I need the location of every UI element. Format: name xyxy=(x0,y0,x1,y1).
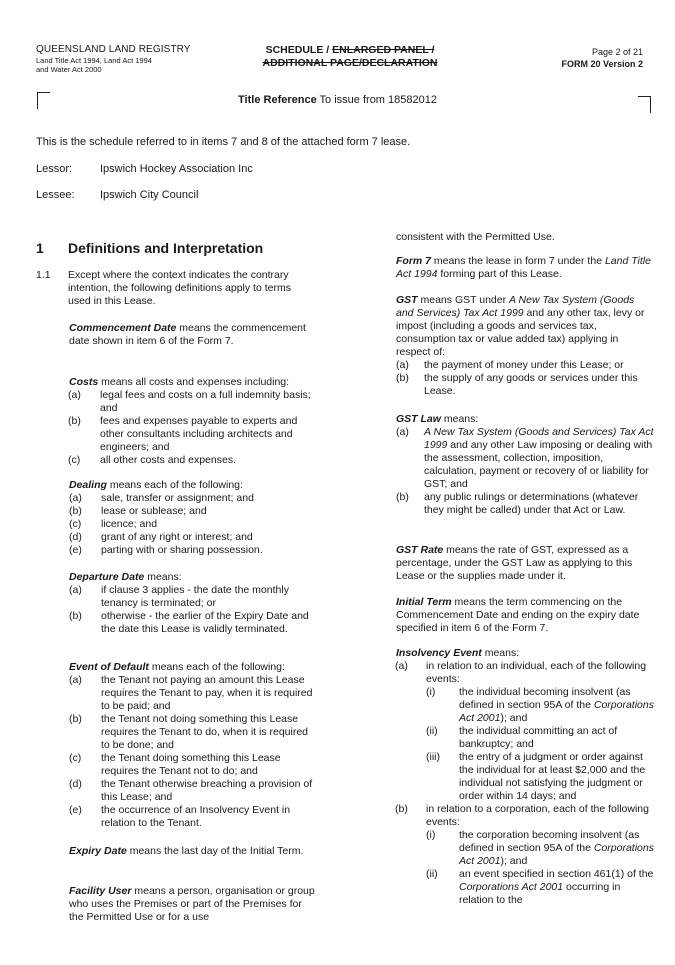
list-label: (c) xyxy=(68,454,81,466)
list-text: sale, transfer or assignment; and xyxy=(101,492,254,504)
def-term: Expiry Date xyxy=(69,845,127,857)
def-gst-rate xyxy=(396,544,654,583)
def-text: means all costs and expenses including: xyxy=(98,376,290,388)
def-term: Initial Term xyxy=(396,596,452,608)
def-term: GST xyxy=(396,294,418,306)
def-departure xyxy=(69,571,317,636)
list-text: lease or sublease; and xyxy=(101,505,207,517)
enlarged-panel-struck: ENLARGED PANEL / xyxy=(332,44,435,56)
lessee-label: Lessee: xyxy=(36,189,75,201)
def-text: means a person, organisation or group who uses the Premises or part of the Premises for the Permitted Use or for a use xyxy=(69,885,315,923)
list-label: (b) xyxy=(396,491,409,503)
list-label: (d) xyxy=(69,778,82,790)
def-term: Insolvency Event xyxy=(396,647,482,659)
def-text: means: xyxy=(144,571,182,583)
list-text: the occurrence of an Insolvency Event in relation to the Tenant. xyxy=(101,804,291,829)
act-name: Corporations Act 2001 xyxy=(459,699,654,724)
title-reference xyxy=(0,94,675,106)
def-term: Costs xyxy=(69,376,99,388)
list-text: the individual committing an act of bankruptcy; and xyxy=(459,725,618,750)
def-initial-term xyxy=(396,596,654,635)
def-text: means each of the following: xyxy=(148,661,285,673)
list-label: (a) xyxy=(69,584,82,596)
lessor-label: Lessor: xyxy=(36,163,73,175)
def-facility-user xyxy=(69,885,317,924)
act-name: A New Tax System (Goods and Services) Tax Act 1999 xyxy=(424,426,654,451)
list-text: fees and expenses payable to experts and other consultants including architects and engineers; and xyxy=(100,415,298,453)
list-text: if clause 3 applies - the date the monthly tenancy is terminated; or xyxy=(101,584,289,609)
list-label: (c) xyxy=(69,518,82,530)
def-text: means GST under xyxy=(417,294,510,306)
def-text: means each of the following: xyxy=(106,479,243,491)
def-term: Form 7 xyxy=(396,255,432,267)
list-label: (a) xyxy=(69,674,82,686)
list-text: in relation to an individual, each of the following events: xyxy=(426,660,647,685)
list-text: the individual becoming insolvent (as defined in section 95A of the xyxy=(459,686,631,711)
def-dealing xyxy=(69,479,317,557)
form-version: FORM 20 Version 2 xyxy=(561,59,643,69)
acts-line-2: and Water Act 2000 xyxy=(36,65,102,74)
list-text: the entry of a judgment or order against the individual for at least $2,000 and the individual not satisfying the judgment or order within 14 days; and xyxy=(459,751,646,802)
list-text: and any other Law imposing or dealing with the assessment, collection, imposition, calculation, payment or recovery of or liability for GST; and xyxy=(424,439,653,490)
list-text: grant of any right or interest; and xyxy=(101,531,253,543)
list-text: any public rulings or determinations (whatever they might be called) under that Act or Law. xyxy=(424,491,639,516)
title-reference-label: Title Reference xyxy=(238,94,317,106)
def-text: forming part of this Lease. xyxy=(437,268,562,280)
additional-page-struck: ADDITIONAL PAGE/DECLARATION xyxy=(262,57,438,69)
list-text: the Tenant doing something this Lease requires the Tenant not to do; and xyxy=(101,752,281,777)
list-label: (iii) xyxy=(426,751,440,763)
def-term: Departure Date xyxy=(69,571,145,583)
list-text: in relation to a corporation, each of the following events: xyxy=(426,803,649,828)
def-event-of-default xyxy=(69,661,317,830)
list-label: (ii) xyxy=(426,725,438,737)
list-text: an event specified in section 461(1) of the xyxy=(459,868,654,880)
def-text: means the last day of the Initial Term. xyxy=(126,845,304,857)
list-text: otherwise - the earlier of the Expiry Date and the date this Lease is validly terminated. xyxy=(101,610,309,635)
acts-line-1: Land Title Act 1994, Land Act 1994 xyxy=(36,56,152,65)
list-label: (i) xyxy=(426,829,436,841)
list-label: (c) xyxy=(69,752,82,764)
list-label: (d) xyxy=(69,531,82,543)
def-term: Event of Default xyxy=(69,661,149,673)
list-text: licence; and xyxy=(101,518,158,530)
list-text: the Tenant not paying an amount this Lease requires the Tenant to pay, when it is required to be paid; and xyxy=(101,674,313,712)
def-form-7 xyxy=(396,255,654,281)
list-text: the Tenant not doing something this Lease requires the Tenant to do, when it is required to be done; and xyxy=(101,713,309,751)
lessor-value: Ipswich Hockey Association Inc xyxy=(100,163,253,175)
list-label: (ii) xyxy=(426,868,438,880)
def-text: means the lease in form 7 under the xyxy=(431,255,605,267)
list-label: (e) xyxy=(69,544,82,556)
list-label: (e) xyxy=(69,804,82,816)
def-term: GST Rate xyxy=(396,544,444,556)
list-label: (a) xyxy=(396,359,409,371)
list-text: ); and xyxy=(500,712,528,724)
schedule-label: SCHEDULE / xyxy=(265,44,333,56)
def-term: GST Law xyxy=(396,413,441,425)
list-label: (b) xyxy=(69,505,82,517)
list-label: (i) xyxy=(426,686,436,698)
list-label: (a) xyxy=(68,389,81,401)
list-label: (a) xyxy=(395,660,408,672)
list-label: (b) xyxy=(395,803,408,815)
list-label: (b) xyxy=(396,372,409,384)
list-text: the payment of money under this Lease; or xyxy=(424,359,624,371)
def-text: means: xyxy=(481,647,520,659)
registry-header xyxy=(36,44,190,74)
clause-1-1 xyxy=(36,269,316,308)
clause-number: 1.1 xyxy=(36,269,51,281)
list-text: the Tenant otherwise breaching a provision of this Lease; and xyxy=(101,778,313,803)
continuation-text: consistent with the Permitted Use. xyxy=(396,231,555,243)
act-name: Corporations Act 2001 xyxy=(459,842,654,867)
act-name: Corporations Act 2001 xyxy=(459,881,564,893)
lessee-value: Ipswich City Council xyxy=(100,189,199,201)
section-title: Definitions and Interpretation xyxy=(68,240,264,256)
list-text: the supply of any goods or services under this Lease. xyxy=(424,372,638,397)
def-text: means the commencement date shown in item 6 of the Form 7. xyxy=(69,322,306,347)
list-label: (b) xyxy=(68,415,81,427)
clause-text: Except where the context indicates the contrary intention, the following definitions apply to terms used in this Lease. xyxy=(68,269,291,307)
def-gst xyxy=(396,294,654,398)
def-text: means the term commencing on the Commencement Date and ending on the expiry date specified in item 6 of the Form 7. xyxy=(396,596,640,634)
def-text: means: xyxy=(440,413,479,425)
section-number: 1 xyxy=(36,240,44,256)
list-text: ); and xyxy=(500,855,528,867)
page-info xyxy=(561,46,643,70)
intro-text: This is the schedule referred to in items 7 and 8 of the attached form 7 lease. xyxy=(36,136,411,148)
def-costs xyxy=(69,376,317,467)
list-text: all other costs and expenses. xyxy=(100,454,236,466)
schedule-heading xyxy=(232,44,468,70)
list-label: (a) xyxy=(69,492,82,504)
act-name: Land Title Act 1994 xyxy=(396,255,651,280)
def-term: Dealing xyxy=(69,479,107,491)
def-term: Commencement Date xyxy=(69,322,177,334)
act-name: A New Tax System (Goods and Services) Tax Act 1999 xyxy=(396,294,635,319)
list-label: (b) xyxy=(69,713,82,725)
page-number: Page 2 of 21 xyxy=(591,47,643,57)
list-label: (b) xyxy=(69,610,82,622)
def-gst-law xyxy=(396,413,654,517)
list-text: legal fees and costs on a full indemnity basis; and xyxy=(100,389,311,414)
def-text: means the rate of GST, expressed as a percentage, under the GST Law as applying to this Lease or the supplies made under it. xyxy=(396,544,633,582)
list-label: (a) xyxy=(396,426,409,438)
list-text: parting with or sharing possession. xyxy=(101,544,263,556)
def-text: and any other tax, levy or impost (including a goods and services tax, consumption tax or value added tax) applying in respect of: xyxy=(396,307,645,358)
def-commencement xyxy=(69,322,317,348)
def-term: Facility User xyxy=(69,885,132,897)
def-insolvency-event xyxy=(396,647,654,907)
registry-name: QUEENSLAND LAND REGISTRY xyxy=(36,44,191,55)
def-expiry xyxy=(69,845,317,858)
title-reference-value: To issue from 18582012 xyxy=(316,94,437,106)
list-text: occurring in relation to the xyxy=(459,881,621,906)
list-text: the corporation becoming insolvent (as defined in section 95A of the xyxy=(459,829,640,854)
